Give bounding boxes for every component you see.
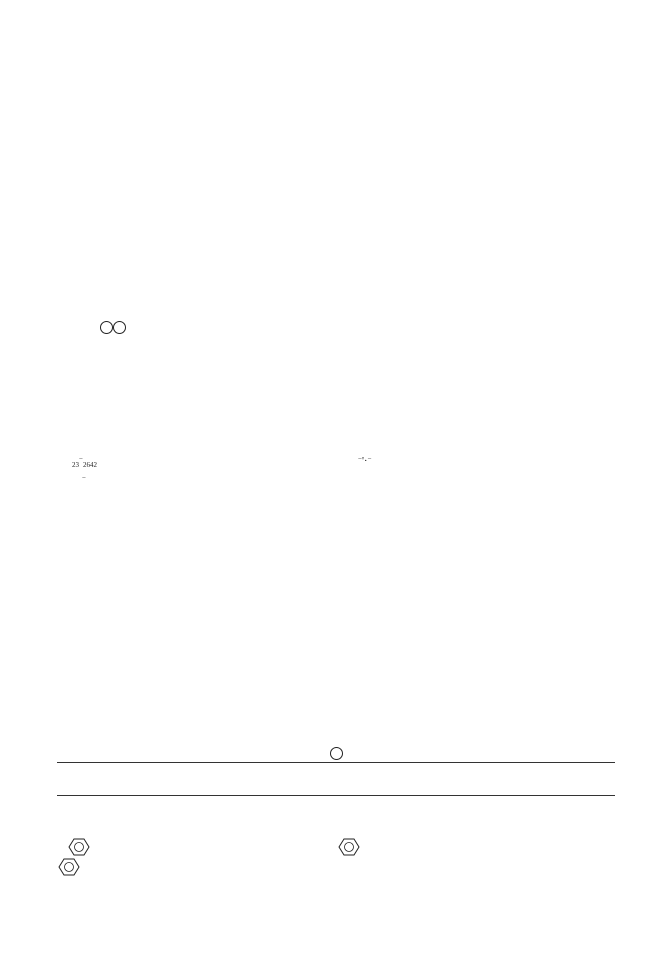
polymer-p-icon [113,321,126,334]
intro-left-column [72,454,342,488]
sub: 4 [89,461,94,470]
polymer-p-icon [100,321,113,334]
benzene-ring-icon [58,858,80,878]
sub: 2 [82,461,87,470]
sub: 2 [93,461,97,470]
apostrophe: '· [361,455,368,467]
abstract [100,321,580,335]
sub: 2 [72,461,76,470]
intro-right-column [358,454,628,483]
polymer-p-icon [330,747,343,760]
sup: − [367,455,372,463]
product [338,838,360,858]
table-row [68,838,90,858]
table-row [58,858,80,878]
sup: − [82,473,86,482]
table-caption [0,747,672,760]
sub: 6 [86,461,90,470]
table-top-rule [57,762,615,763]
table-header-rule [57,795,615,796]
sup: − [79,455,83,463]
benzene-ring-icon [338,838,360,858]
sup: − [358,455,362,463]
sub: 3 [75,461,79,470]
benzene-ring-icon [68,838,90,858]
